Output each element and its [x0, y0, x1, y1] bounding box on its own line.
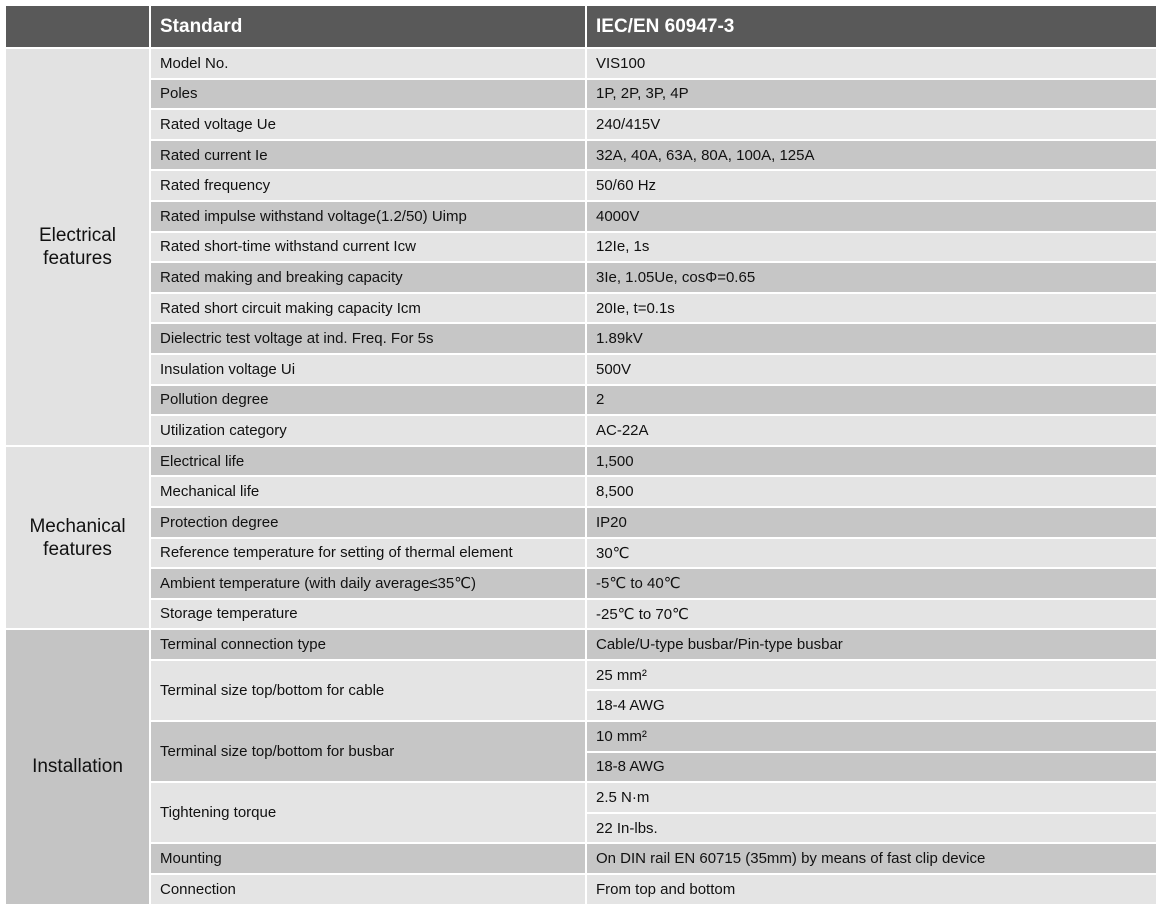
table-row [5, 874, 1157, 905]
table-row [5, 599, 1157, 630]
table-row [5, 507, 1157, 538]
param-label: Poles [150, 79, 586, 110]
param-value: AC-22A [586, 415, 1157, 446]
param-value: 3Ie, 1.05Ue, cosΦ=0.65 [586, 262, 1157, 293]
table-row [5, 446, 1157, 477]
param-value: 240/415V [586, 109, 1157, 140]
param-label: Reference temperature for setting of thermal element [150, 538, 586, 569]
group-label-line: features [43, 538, 112, 560]
param-label: Terminal size top/bottom for busbar [150, 721, 586, 782]
param-label: Pollution degree [150, 385, 586, 416]
table-row [5, 201, 1157, 232]
param-label: Rated short-time withstand current Icw [150, 232, 586, 263]
param-value: From top and bottom [586, 874, 1157, 905]
param-value: -5℃ to 40℃ [586, 568, 1157, 599]
param-value: 500V [586, 354, 1157, 385]
group-label-line: Installation [32, 756, 123, 778]
param-label: Rated frequency [150, 170, 586, 201]
header-row [5, 5, 1157, 48]
group-label-line: Mechanical [29, 515, 126, 537]
header-standard: Standard [150, 5, 586, 48]
param-label: Dielectric test voltage at ind. Freq. For 5s [150, 323, 586, 354]
param-label: Rated impulse withstand voltage(1.2/50) Uimp [150, 201, 586, 232]
group-label-line: features [43, 247, 112, 269]
param-value: 50/60 Hz [586, 170, 1157, 201]
table-row [5, 568, 1157, 599]
group-electrical-features [5, 48, 150, 446]
table-row [5, 323, 1157, 354]
table-row [5, 476, 1157, 507]
table-row [5, 79, 1157, 110]
param-value: 22 In-lbs. [586, 813, 1157, 844]
param-value: On DIN rail EN 60715 (35mm) by means of fast clip device [586, 843, 1157, 874]
param-value: Cable/U-type busbar/Pin-type busbar [586, 629, 1157, 660]
param-value: 2.5 N·m [586, 782, 1157, 813]
table-row [5, 721, 1157, 752]
param-value: -25℃ to 70℃ [586, 599, 1157, 630]
param-value: 30℃ [586, 538, 1157, 569]
param-label: Terminal connection type [150, 629, 586, 660]
param-value: 12Ie, 1s [586, 232, 1157, 263]
table-row [5, 354, 1157, 385]
header-standard-value: IEC/EN 60947-3 [586, 5, 1157, 48]
param-value: 10 mm² [586, 721, 1157, 752]
param-value: 4000V [586, 201, 1157, 232]
param-value: 1P, 2P, 3P, 4P [586, 79, 1157, 110]
param-label: Connection [150, 874, 586, 905]
table-row [5, 262, 1157, 293]
table-row [5, 538, 1157, 569]
table-row [5, 170, 1157, 201]
param-label: Rated short circuit making capacity Icm [150, 293, 586, 324]
param-value: VIS100 [586, 48, 1157, 79]
spec-table [4, 4, 1158, 906]
param-label: Mounting [150, 843, 586, 874]
param-label: Mechanical life [150, 476, 586, 507]
param-label: Tightening torque [150, 782, 586, 843]
param-value: 25 mm² [586, 660, 1157, 691]
param-value: 20Ie, t=0.1s [586, 293, 1157, 324]
table-row [5, 48, 1157, 79]
param-label: Ambient temperature (with daily average≤35℃) [150, 568, 586, 599]
group-installation [5, 629, 150, 904]
param-label: Terminal size top/bottom for cable [150, 660, 586, 721]
param-value: 1,500 [586, 446, 1157, 477]
param-value: 18-8 AWG [586, 752, 1157, 783]
param-label: Storage temperature [150, 599, 586, 630]
param-label: Utilization category [150, 415, 586, 446]
param-label: Electrical life [150, 446, 586, 477]
header-blank-cell [5, 5, 150, 48]
table-row [5, 293, 1157, 324]
group-label-line: Electrical [38, 224, 117, 246]
group-mechanical-features [5, 446, 150, 630]
param-label: Rated making and breaking capacity [150, 262, 586, 293]
param-value: 1.89kV [586, 323, 1157, 354]
param-label: Insulation voltage Ui [150, 354, 586, 385]
table-row [5, 415, 1157, 446]
table-row [5, 385, 1157, 416]
param-label: Rated voltage Ue [150, 109, 586, 140]
table-row [5, 109, 1157, 140]
param-value: 2 [586, 385, 1157, 416]
table-row [5, 232, 1157, 263]
param-label: Model No. [150, 48, 586, 79]
table-row [5, 782, 1157, 813]
param-value: 18-4 AWG [586, 690, 1157, 721]
table-row [5, 660, 1157, 691]
table-row [5, 629, 1157, 660]
param-label: Rated current Ie [150, 140, 586, 171]
param-value: IP20 [586, 507, 1157, 538]
param-value: 8,500 [586, 476, 1157, 507]
param-label: Protection degree [150, 507, 586, 538]
table-row [5, 140, 1157, 171]
param-value: 32A, 40A, 63A, 80A, 100A, 125A [586, 140, 1157, 171]
table-row [5, 843, 1157, 874]
